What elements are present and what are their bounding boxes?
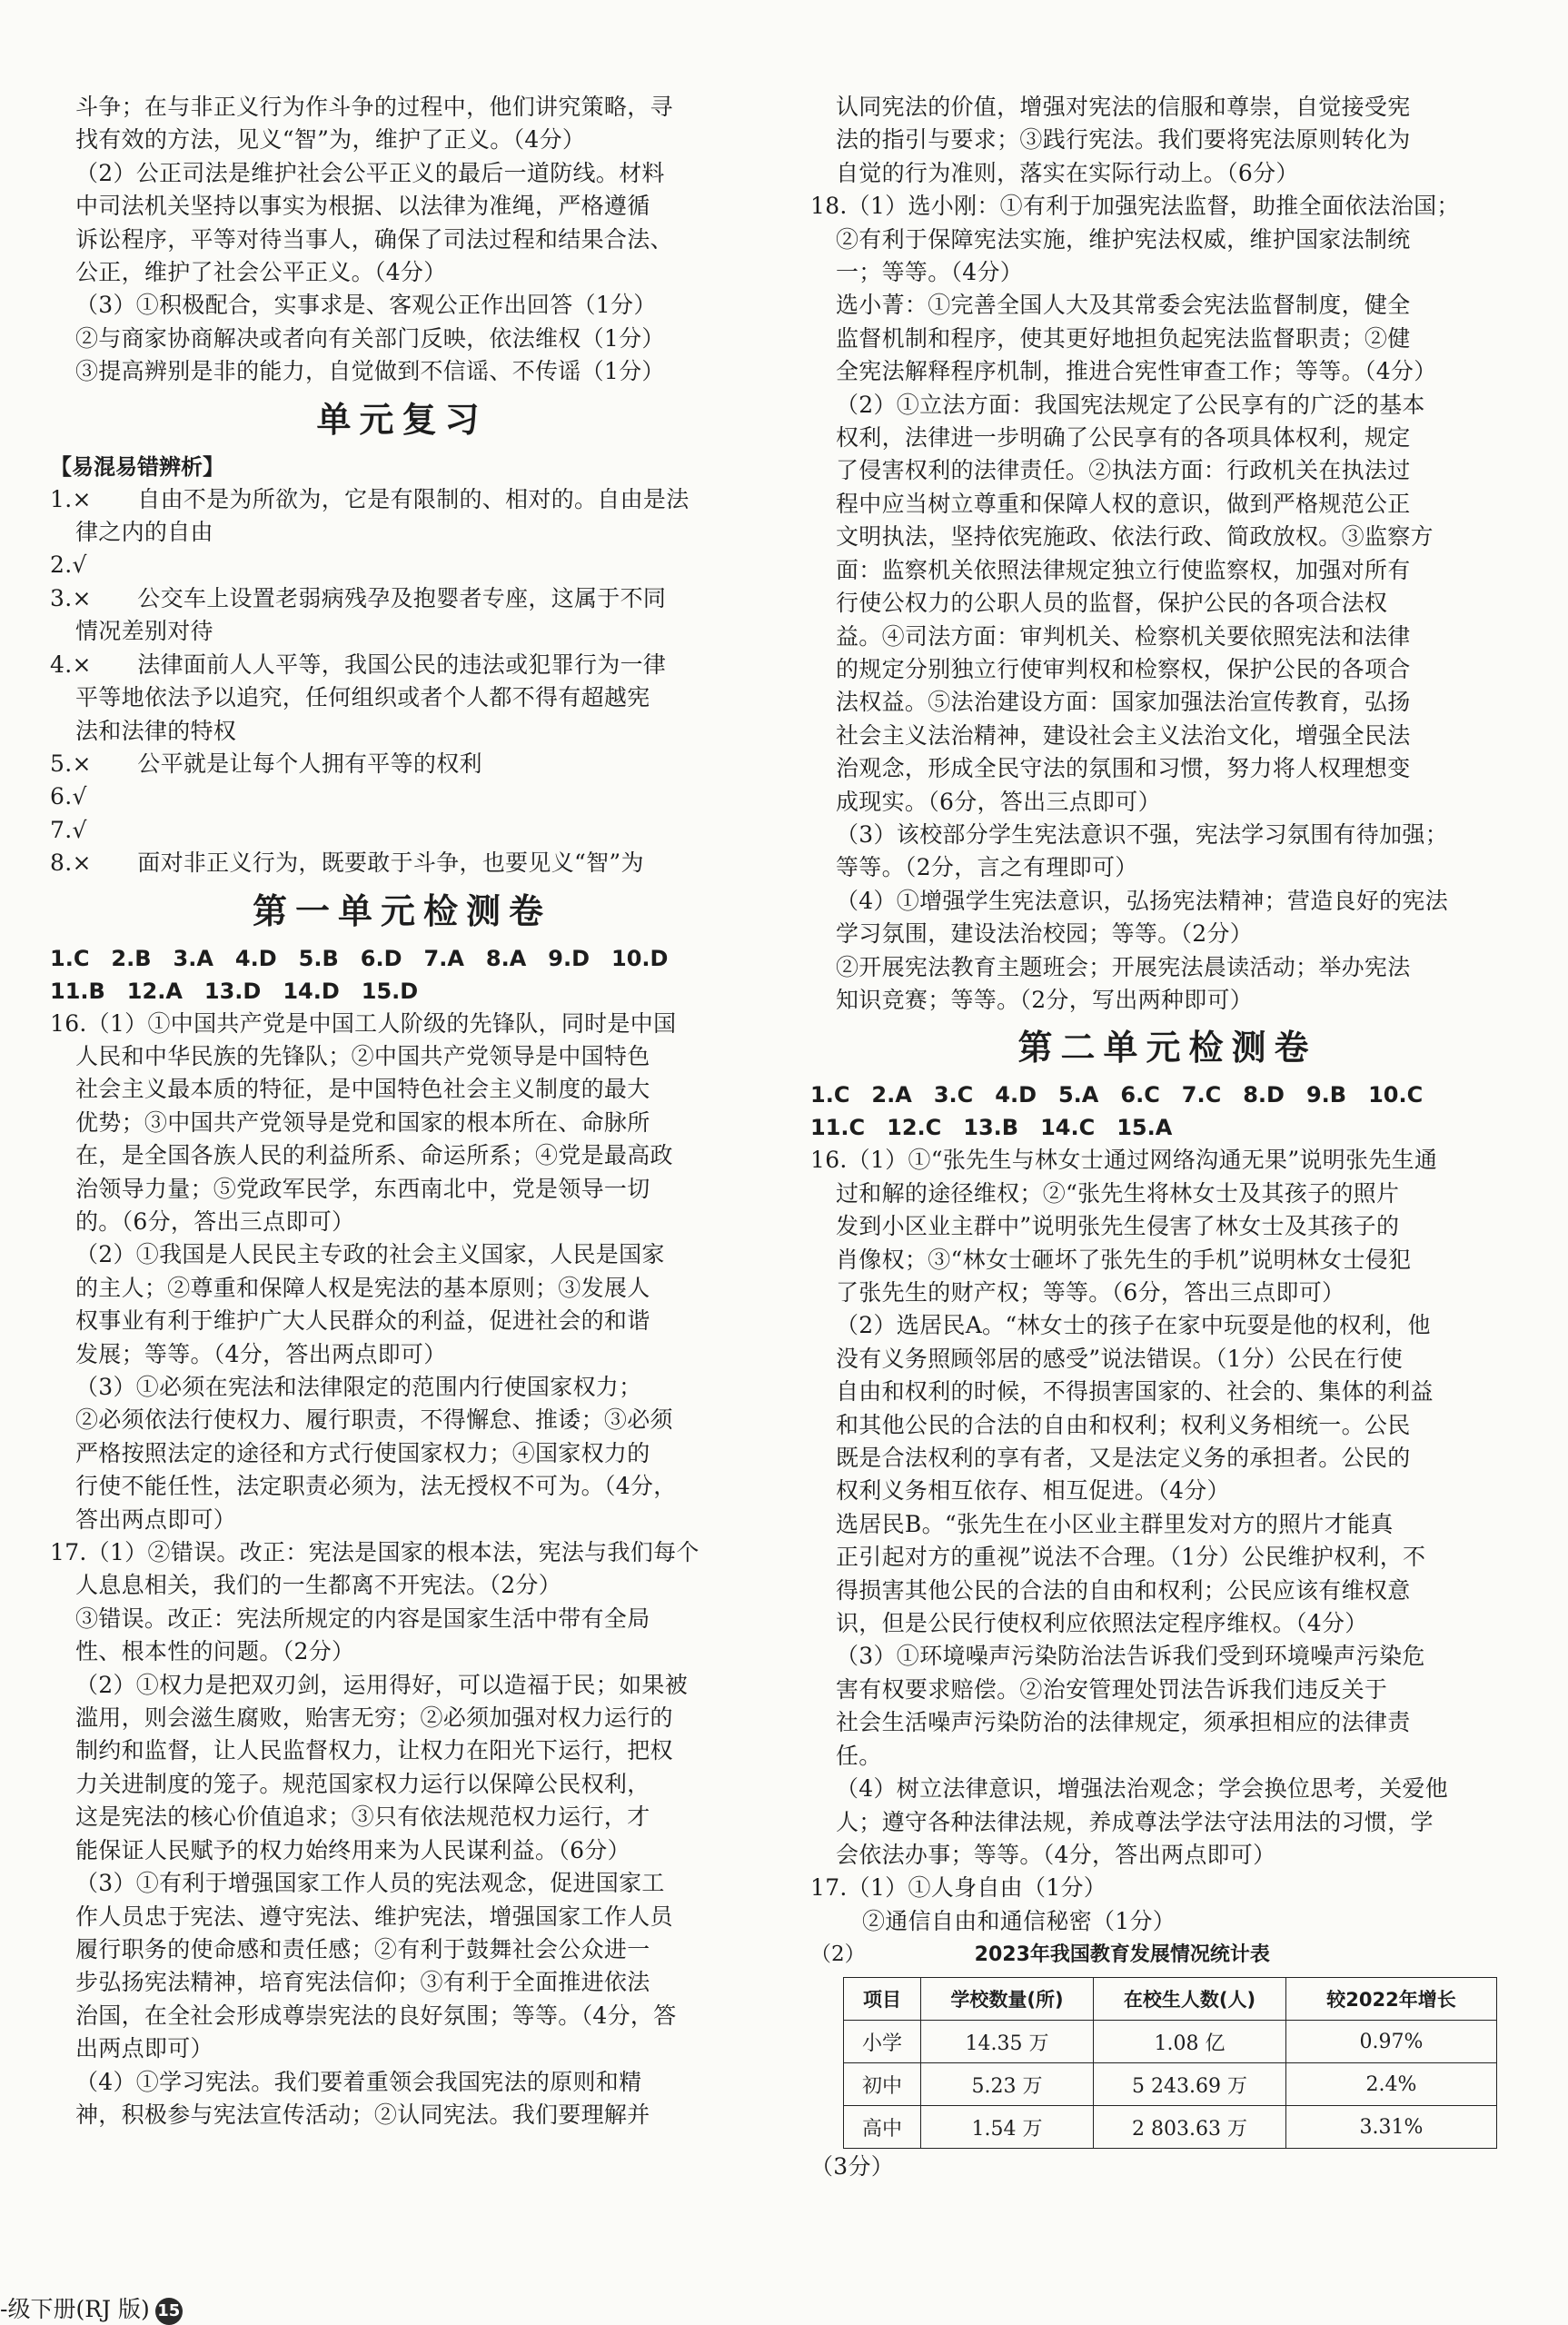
text-line: 找有效的方法，见义“智”为，维护了正义。（4分） [75,126,586,154]
table-header-cell: 在校生人数(人) [1094,1978,1286,2021]
table-cell: 2 803.63 万 [1094,2106,1286,2149]
table-row [844,2106,1497,2149]
text-line: 权事业有利于维护广大人民群众的利益，促进社会的和谐 [75,1307,650,1335]
text-line: 文明执法，坚持依宪施政、依法行政、简政放权。③监察方 [836,523,1434,551]
text-line: 17.（1）①人身自由（1分） [810,1874,1107,1902]
text-line: 治观念，形成全民守法的氛围和习惯，努力将人权理想变 [836,755,1411,782]
text-line: 2.√ [50,551,87,579]
text-line: 的主人；②尊重和保障人权是宪法的基本原则；③发展人 [75,1274,650,1301]
text-line: 害有权要求赔偿。②治安管理处罚法告诉我们违反关于 [836,1675,1388,1703]
text-line: 自觉的行为准则，落实在实际行动上。（6分） [836,159,1299,186]
text-line: 成现实。（6分，答出三点即可） [836,788,1161,815]
table-cell: 1.08 亿 [1094,2021,1286,2063]
table-row [844,2021,1497,2063]
text-line: 全宪法解释程序机制，推进合宪性审查工作；等等。（4分） [836,358,1437,385]
text-line: 性、根本性的问题。（2分） [75,1638,355,1665]
text-line: 答出两点即可） [75,1505,237,1533]
text-line: 出两点即可） [75,2035,213,2062]
text-line: 自由和权利的时候，不得损害国家的、社会的、集体的利益 [836,1378,1434,1406]
text-line: 优势；③中国共产党领导是党和国家的根本所在、命脉所 [75,1108,650,1136]
text-line: 法的指引与要求；③践行宪法。我们要将宪法原则转化为 [836,126,1411,154]
text-line: （2）①立法方面：我国宪法规定了公民享有的广泛的基本 [836,391,1425,418]
text-line: 能保证人民赋予的权力始终用来为人民谋利益。（6分） [75,1836,630,1863]
text-line: 滥用，则会滋生腐败，贻害无穷；②必须加强对权力运行的 [75,1704,673,1732]
text-line: 肖像权；③“林女士砸坏了张先生的手机”说明林女士侵犯 [836,1246,1412,1273]
text-line: ②与商家协商解决或者向有关部门反映，依法维权（1分） [75,324,665,352]
text-line: 权利义务相互依存、相互促进。（4分） [836,1477,1230,1505]
text-line: ③错误。改正：宪法所规定的内容是国家生活中带有全局 [75,1605,650,1632]
subsection-label: 【易混易错辨析】 [50,453,224,480]
text-line: 8.× 面对非正义行为，既要敢于斗争，也要见义“智”为 [50,850,644,877]
text-line: 益。④司法方面：审判机关、检察机关要依照宪法和法律 [836,622,1411,650]
text-line: 学习氛围，建设法治校园；等等。（2分） [836,920,1254,948]
section-heading: 第一单元检测卷 [252,890,551,931]
text-line: 诉讼程序，平等对待当事人，确保了司法过程和结果合法、 [75,225,673,253]
text-line: ②必须依法行使权力、履行职责，不得懈怠、推诿；③必须 [75,1406,673,1434]
text-line: 选小菁：①完善全国人大及其常委会宪法监督制度，健全 [836,292,1411,319]
text-line: 社会主义法治精神，建设社会主义法治文化，增强全民法 [836,721,1411,749]
text-line: 既是合法权利的享有者，又是法定义务的承担者。公民的 [836,1445,1411,1472]
text-line: 严格按照法定的途径和方式行使国家权力；④国家权力的 [75,1439,650,1466]
answer-key-line: 1.C 2.B 3.A 4.D 5.B 6.D 7.A 8.A 9.D 10.D [50,945,669,971]
table-cell: 2.4% [1286,2063,1497,2106]
text-line: 会依法办事；等等。（4分，答出两点即可） [836,1841,1276,1868]
right-text-lines [810,91,1524,1938]
text-line: ②有利于保障宪法实施，维护宪法权威，维护国家法制统 [836,225,1411,253]
text-line: 和其他公民的合法的自由和权利；权利义务相统一。公民 [836,1411,1411,1438]
text-line: 斗争；在与非正义行为作斗争的过程中，他们讲究策略，寻 [75,94,673,120]
text-line: 了侵害权利的法律责任。②执法方面：行政机关在执法过 [836,457,1411,484]
text-line: 人；遵守各种法律法规，养成尊法学法守法用法的习惯，学 [836,1808,1434,1835]
table-header-cell: 学校数量(所) [921,1978,1094,2021]
text-line: 发展；等等。（4分，答出两点即可） [75,1340,447,1367]
text-line: 这是宪法的核心价值追求；③只有依法规范权力运行，才 [75,1803,650,1831]
text-line: 平等地依法予以追究，任何组织或者个人都不得有超越宪 [75,684,650,711]
text-line: 情况差别对待 [75,618,213,645]
text-line: （3）该校部分学生宪法意识不强，宪法学习氛围有待加强； [836,820,1449,848]
text-line: 行使不能任性，法定职责必须为，法无授权不可为。（4分， [75,1473,677,1500]
text-line: 履行职务的使命感和责任感；②有利于鼓舞社会公众进一 [75,1935,650,1962]
text-line: 等等。（2分，言之有理即可） [836,854,1138,881]
text-line: 18.（1）选小刚：①有利于加强宪法监督，助推全面依法治国； [810,193,1460,220]
text-line: （3）①积极配合，实事求是、客观公正作出回答（1分） [75,292,657,319]
answer-key-line: 11.C 12.C 13.B 14.C 15.A [810,1115,1173,1141]
text-line: 治领导力量；⑤党政军民学，东西南北中，党是领导一切 [75,1175,650,1202]
text-line: 的。（6分，答出三点即可） [75,1207,355,1235]
table-part-label: （2） [810,1942,866,1967]
text-line: 在，是全国各族人民的利益所系、命运所系；④党是最高政 [75,1142,673,1169]
right-column [810,91,1524,2184]
text-line: 了张先生的财产权；等等。（6分，答出三点即可） [836,1279,1345,1306]
table-caption-line [810,1938,1524,1972]
text-line: 人民和中华民族的先锋队；②中国共产党领导是中国特色 [75,1042,650,1069]
text-line: 社会主义最本质的特征，是中国特色社会主义制度的最大 [75,1076,650,1103]
text-line: 制约和监督，让人民监督权力，让权力在阳光下运行，把权 [75,1737,673,1764]
table-cell: 5 243.69 万 [1094,2063,1286,2106]
text-line: 知识竞赛；等等。（2分，写出两种即可） [836,986,1254,1013]
text-line: （2）①我国是人民民主专政的社会主义国家，人民是国家 [75,1241,665,1268]
table-cell: 1.54 万 [921,2106,1094,2149]
text-line: 的规定分别独立行使审判权和检察权，保护公民的各项合 [836,655,1411,682]
text-line: 16.（1）①中国共产党是中国工人阶级的先锋队，同时是中国 [50,1009,677,1037]
text-line: 得损害其他公民的合法的自由和权利；公民应该有维权意 [836,1576,1411,1604]
table-cell: 14.35 万 [921,2021,1094,2063]
section-heading: 单元复习 [316,399,488,440]
table-header-row [844,1978,1497,2021]
text-line: 认同宪法的价值，增强对宪法的信服和尊崇，自觉接受宪 [836,94,1411,120]
text-line: 神，积极参与宪法宣传活动；②认同宪法。我们要理解并 [75,2101,650,2128]
page-number-badge: 15 [155,2298,183,2325]
text-line: 任。 [836,1742,882,1769]
answer-key-line: 11.B 12.A 13.D 14.D 15.D [50,978,419,1004]
text-line: 面：监察机关依照法律规定独立行使监察权，加强对所有 [836,556,1411,583]
table-cell: 3.31% [1286,2106,1497,2149]
text-line: 律之内的自由 [75,519,213,546]
table-cell: 小学 [844,2021,921,2063]
text-line: 没有义务照顾邻居的感受”说法错误。（1分）公民在行使 [836,1345,1403,1372]
text-line: 步弘扬宪法精神，培育宪法信仰；③有利于全面推进依法 [75,1969,650,1996]
text-line: 识，但是公民行使权利应依照法定程序维权。（4分） [836,1610,1368,1637]
text-line: 一；等等。（4分） [836,259,1024,286]
text-line: 6.√ [50,783,87,810]
text-line: 人息息相关，我们的一生都离不开宪法。（2分） [75,1572,562,1599]
text-line: （3）①环境噪声污染防治法告诉我们受到环境噪声污染危 [836,1643,1425,1670]
text-line: （4）树立法律意识，增强法治观念；学会换位思考，关爱他 [836,1775,1449,1803]
text-line: 法权益。⑤法治建设方面：国家加强法治宣传教育，弘扬 [836,689,1411,716]
footer-text: -级下册(RJ 版) [0,2296,150,2322]
text-line: （4）①学习宪法。我们要着重领会我国宪法的原则和精 [75,2068,642,2095]
left-column [50,91,754,2131]
text-line: 3.× 公交车上设置老弱病残孕及抱婴者专座，这属于不同 [50,584,667,611]
text-line: 行使公权力的公职人员的监督，保护公民的各项合法权 [836,590,1388,617]
text-line: 5.× 公平就是让每个人拥有平等的权利 [50,750,482,777]
text-line: 社会生活噪声污染防治的法律规定，须承担相应的法律责 [836,1709,1411,1736]
text-line: （2）①权力是把双刃剑，运用得好，可以造福于民；如果被 [75,1671,689,1698]
text-line: （2）选居民A。“林女士的孩子在家中玩耍是他的权利，他 [836,1312,1431,1339]
text-line: 治国，在全社会形成尊崇宪法的良好氛围；等等。（4分，答 [75,2002,677,2029]
text-line: （3）①有利于增强国家工作人员的宪法观念，促进国家工 [75,1870,665,1897]
text-line: 正引起对方的重视”说法不合理。（1分）公民维护权利，不 [836,1544,1426,1571]
text-line: 公正，维护了社会公平正义。（4分） [75,259,447,286]
text-line: 选居民B。“张先生在小区业主群里发对方的照片才能真 [836,1510,1394,1537]
text-line: 力关进制度的笼子。规范国家权力运行以保障公民权利， [75,1770,650,1797]
table-header-cell: 较2022年增长 [1286,1978,1497,2021]
text-line: 过和解的途径维权；②“张先生将林女士及其孩子的照片 [836,1179,1400,1207]
text-line: 监督机制和程序，使其更好地担负起宪法监督职责；②健 [836,324,1411,352]
text-line: 7.√ [50,816,87,843]
table-caption: 2023年我国教育发展情况统计表 [974,1943,1270,1967]
text-line: ②开展宪法教育主题班会；开展宪法晨读活动；举办宪法 [836,953,1411,980]
answer-key-line: 1.C 2.A 3.C 4.D 5.A 6.C 7.C 8.D 9.B 10.C [810,1082,1424,1108]
text-line: 16.（1）①“张先生与林女士通过网络沟通无果”说明张先生通 [810,1147,1438,1174]
text-line: （2）公正司法是维护社会公平正义的最后一道防线。材料 [75,159,665,186]
text-line: 17.（1）②错误。改正：宪法是国家的根本法，宪法与我们每个 [50,1539,700,1566]
text-line: （4）①增强学生宪法意识，弘扬宪法精神；营造良好的宪法 [836,887,1449,914]
table-score: （3分） [810,2153,895,2181]
text-line: 作人员忠于宪法、遵守宪法、维护宪法，增强国家工作人员 [75,1903,673,1930]
text-line: 发到小区业主群中”说明张先生侵害了林女士及其孩子的 [836,1213,1400,1240]
text-line: 法和法律的特权 [75,717,237,744]
table-cell: 0.97% [1286,2021,1497,2063]
table-cell: 5.23 万 [921,2063,1094,2106]
text-line: ②通信自由和通信秘密（1分） [862,1907,1176,1934]
section-heading: 第二单元检测卷 [1017,1028,1317,1068]
text-line: ③提高辨别是非的能力，自觉做到不信谣、不传谣（1分） [75,358,665,385]
table-header-cell: 项目 [844,1978,921,2021]
text-line: （3）①必须在宪法和法律限定的范围内行使国家权力； [75,1374,642,1400]
text-line: 权利，法律进一步明确了公民享有的各项具体权利，规定 [836,424,1411,452]
education-stats-table [843,1977,1497,2149]
table-cell: 高中 [844,2106,921,2149]
text-line: 1.× 自由不是为所欲为，它是有限制的、相对的。自由是法 [50,485,690,512]
table-row [844,2063,1497,2106]
table-cell: 初中 [844,2063,921,2106]
text-line: 程中应当树立尊重和保障人权的意识，做到严格规范公正 [836,490,1411,517]
text-line: 中司法机关坚持以事实为根据、以法律为准绳，严格遵循 [75,193,650,220]
text-line: 4.× 法律面前人人平等，我国公民的违法或犯罪行为一律 [50,651,667,678]
page-footer [0,2291,183,2325]
